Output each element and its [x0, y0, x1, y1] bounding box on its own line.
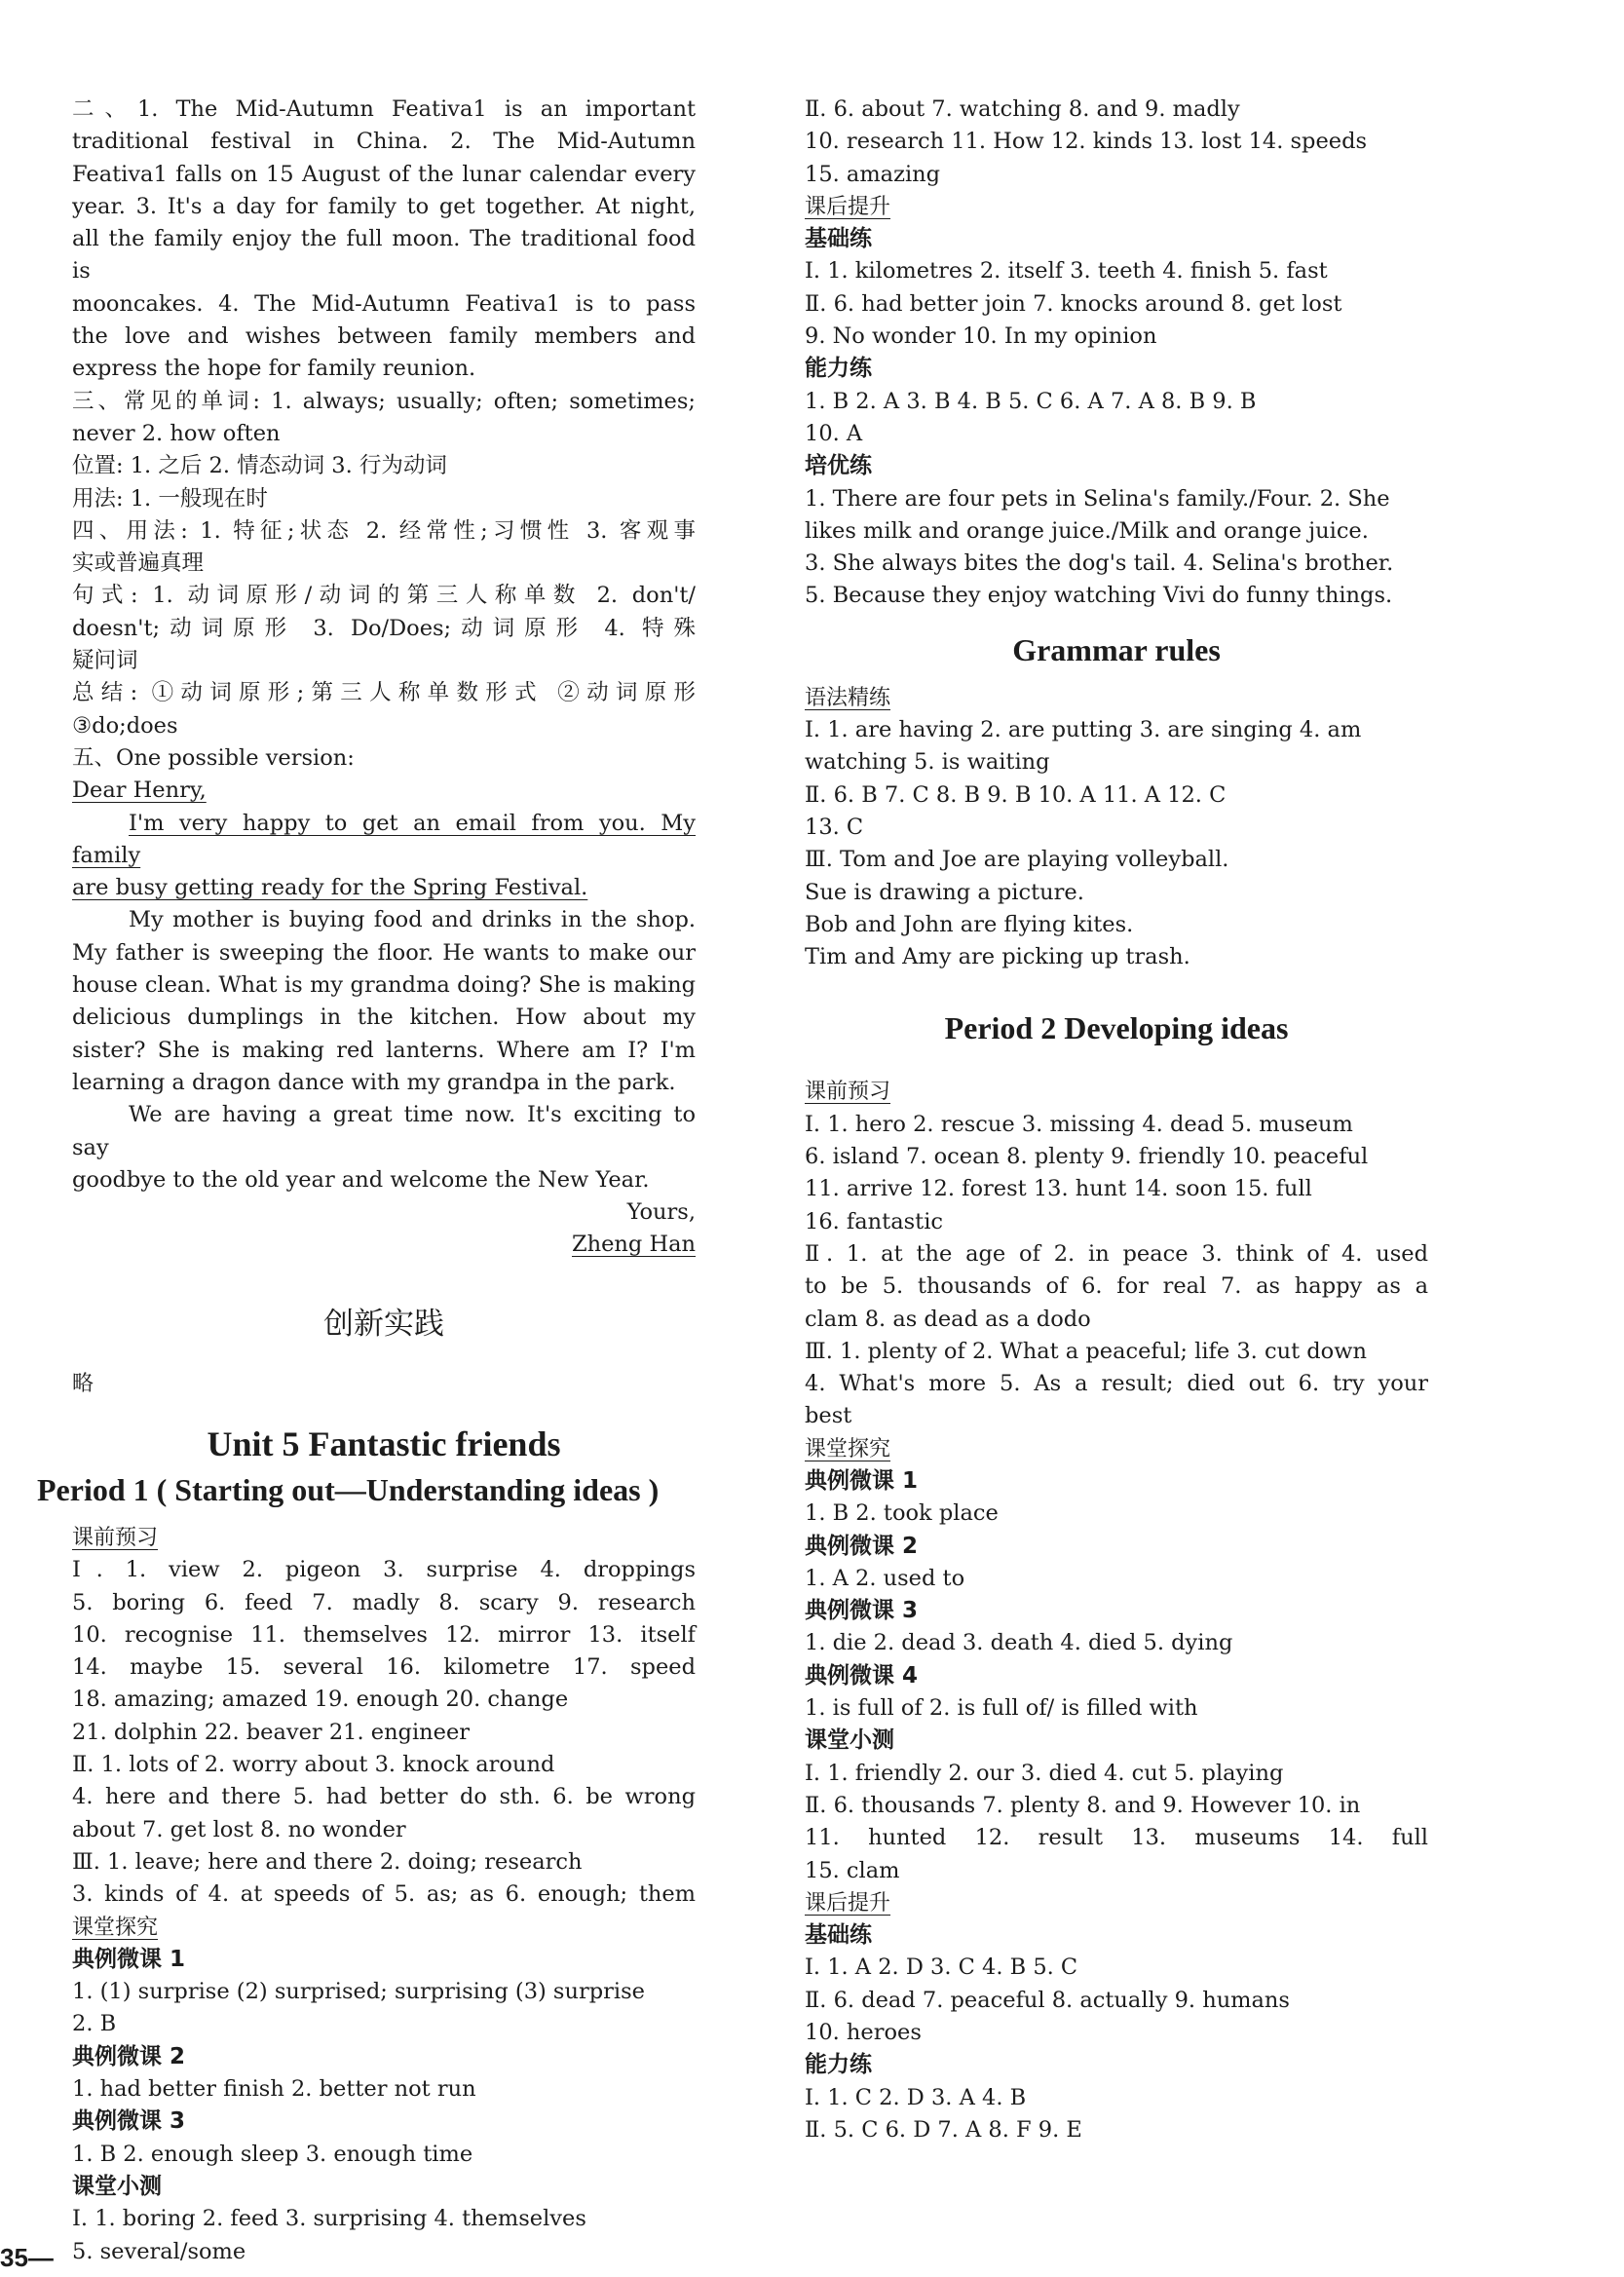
text-line: 用法: 1. 一般现在时 — [72, 485, 268, 512]
text-line: 1. (1) surprise (2) surprised; surprising (3) surprise — [72, 1979, 645, 2005]
text-line: 10. heroes — [805, 2020, 922, 2046]
text-line: 位置: 1. 之后 2. 情态动词 3. 行为动词 — [72, 453, 447, 479]
text-line: mooncakes. 4. The Mid-Autumn Feativa1 is to pass — [72, 290, 696, 317]
example-lesson-4-label: 典例微课 4 — [805, 1662, 919, 1689]
after-class-label: 课后提升 — [805, 194, 891, 219]
text-line: 3. kinds of 4. at speeds of 5. as; as 6. enough; them — [72, 1881, 696, 1908]
text-line: to be 5. thousands of 6. for real 7. as happy as a — [805, 1273, 1428, 1300]
period1-title: Period 1 ( Starting out—Understanding ideas ) — [37, 1471, 660, 1507]
text-line: 总结: ①动词原形;第三人称单数形式 ②动词原形 — [72, 680, 696, 706]
advanced-practice-label: 培优练 — [805, 453, 872, 479]
unit-title: Unit 5 Fantastic friends — [207, 1423, 561, 1463]
pre-class-label: 课前预习 — [72, 1525, 159, 1550]
text-line: Ⅰ. 1. kilometres 2. itself 3. teeth 4. finish 5. fast — [805, 258, 1328, 285]
text-line: Ⅱ. 6. thousands 7. plenty 8. and 9. However 10. in — [805, 1792, 1361, 1818]
ability-practice-label: 能力练 — [805, 2052, 872, 2078]
text-line: Ⅰ. 1. friendly 2. our 3. died 4. cut 5. playing — [805, 1760, 1284, 1786]
text-line: 16. fantastic — [805, 1208, 944, 1234]
text-line: Ⅱ. 6. about 7. watching 8. and 9. madly — [805, 96, 1240, 122]
text-line: Ⅱ. 6. dead 7. peaceful 8. actually 9. humans — [805, 1987, 1290, 2013]
pre-class-label: 课前预习 — [805, 1080, 891, 1105]
letter-line: My father is sweeping the floor. He wants to make our — [72, 939, 696, 966]
class-explore-label: 课堂探究 — [805, 1436, 891, 1461]
text-line: the love and wishes between family members and — [72, 323, 696, 350]
text-line: Ⅰ. 1. boring 2. feed 3. surprising 4. themselves — [72, 2206, 586, 2232]
text-line: 1. B 2. A 3. B 4. B 5. C 6. A 7. A 8. B 9. B — [805, 388, 1257, 414]
basic-practice-label: 基础练 — [805, 226, 872, 252]
text-line: 10. recognise 11. themselves 12. mirror 13. itself — [72, 1621, 696, 1648]
example-lesson-1-label: 典例微课 1 — [805, 1467, 919, 1494]
letter-signature: Zheng Han — [571, 1232, 696, 1258]
text-line: Ⅰ. 1. are having 2. are putting 3. are singing 4. am — [805, 717, 1362, 743]
text-line: Ⅰ. 1. view 2. pigeon 3. surprise 4. droppings — [72, 1557, 696, 1583]
innovation-title: 创新实践 — [323, 1306, 444, 1342]
text-line: traditional festival in China. 2. The Mid-Autumn — [72, 129, 696, 155]
text-line: 5. Because they enjoy watching Vivi do funny things. — [805, 583, 1393, 609]
sample-letter — [72, 775, 696, 1261]
section-2-answers — [72, 94, 696, 386]
class-quiz-label: 课堂小测 — [72, 2173, 162, 2199]
text-line: 11. hunted 12. result 13. museums 14. full — [805, 1825, 1428, 1851]
section-3-5-answers — [72, 386, 696, 776]
text-line: likes milk and orange juice./Milk and orange juice. — [805, 517, 1369, 544]
basic-practice-label: 基础练 — [805, 1922, 872, 1949]
letter-line: sister? She is making red lanterns. Where am I? I'm — [72, 1037, 696, 1063]
text-line: never 2. how often — [72, 420, 281, 446]
letter-line: delicious dumplings in the kitchen. How about my — [72, 1005, 696, 1031]
text-line: 疑问词 — [72, 648, 138, 674]
text-line: 4. What's more 5. As a result; died out 6. try your — [805, 1371, 1428, 1397]
text-line: 三、常见的单词: 1. always; usually; often; sometimes; — [72, 388, 696, 414]
letter-line: house clean. What is my grandma doing? She is making — [72, 972, 696, 999]
text-line: all the family enjoy the full moon. The traditional food is — [72, 226, 696, 285]
text-line: 实或普遍真理 — [72, 550, 205, 577]
text-line: Bob and John are flying kites. — [805, 911, 1134, 937]
letter-line: We are having a great time now. It's exciting to say — [72, 1102, 696, 1160]
text-line: 21. dolphin 22. beaver 21. engineer — [72, 1719, 471, 1745]
example-lesson-2-label: 典例微课 2 — [805, 1533, 919, 1559]
after-class-label: 课后提升 — [805, 1890, 891, 1916]
text-line: 6. island 7. ocean 8. plenty 9. friendly 10. peaceful — [805, 1144, 1369, 1170]
text-line: 五、One possible version: — [72, 744, 355, 771]
letter-line: learning a dragon dance with my grandpa in the park. — [72, 1069, 676, 1095]
text-line: 二、1. The Mid-Autumn Feativa1 is an important — [72, 96, 696, 122]
letter-greeting: Dear Henry, — [72, 778, 207, 804]
text-line: 11. arrive 12. forest 13. hunt 14. soon 15. full — [805, 1176, 1312, 1202]
text-line: doesn't;动词原形 3. Do/Does;动词原形 4. 特殊 — [72, 615, 696, 641]
text-line: 13. C — [805, 814, 864, 840]
text-line: Ⅰ. 1. A 2. D 3. C 4. B 5. C — [805, 1954, 1078, 1981]
text-line: watching 5. is waiting — [805, 749, 1050, 776]
period2-title: Period 2 Developing ideas — [944, 1010, 1289, 1046]
text-line: 9. No wonder 10. In my opinion — [805, 323, 1157, 350]
text-line: 1. B 2. enough sleep 3. enough time — [72, 2141, 473, 2167]
text-line: Ⅲ. 1. leave; here and there 2. doing; research — [72, 1848, 583, 1875]
grammar-practice-label: 语法精练 — [805, 685, 891, 710]
text-line: 14. maybe 15. several 16. kilometre 17. speed — [72, 1654, 696, 1681]
right-column — [805, 94, 1428, 2146]
text-line: best — [805, 1403, 852, 1429]
text-line: Ⅱ. 1. at the age of 2. in peace 3. think of 4. used — [805, 1240, 1428, 1267]
text-line: 5. boring 6. feed 7. madly 8. scary 9. research — [72, 1589, 696, 1615]
text-line: Ⅲ. 1. plenty of 2. What a peaceful; life 3. cut down — [805, 1338, 1367, 1364]
text-line: about 7. get lost 8. no wonder — [72, 1816, 406, 1842]
text-line: 10. A — [805, 420, 863, 446]
text-line: 4. here and there 5. had better do sth. 6. be wrong — [72, 1784, 696, 1810]
text-line: Feativa1 falls on 15 August of the lunar calendar every — [72, 161, 696, 187]
text-line: express the hope for family reunion. — [72, 356, 476, 382]
innovation-text: 略 — [72, 1371, 94, 1396]
text-line: 18. amazing; amazed 19. enough 20. change — [72, 1687, 569, 1713]
letter-closing: Yours, — [626, 1199, 696, 1226]
text-line: Ⅰ. 1. hero 2. rescue 3. missing 4. dead 5. museum — [805, 1111, 1353, 1137]
pre-class-answers — [72, 1554, 696, 1911]
text-line: ③do;does — [72, 712, 178, 739]
text-line: Sue is drawing a picture. — [805, 879, 1084, 905]
letter-underlined-line: are busy getting ready for the Spring Festival. — [72, 875, 588, 901]
example-lesson-3-label: 典例微课 3 — [805, 1598, 919, 1624]
text-line: 1. There are four pets in Selina's family./Four. 2. She — [805, 485, 1390, 512]
text-line: Tim and Amy are picking up trash. — [805, 944, 1190, 970]
text-line: 2. B — [72, 2011, 117, 2037]
example-lesson-2-label: 典例微课 2 — [72, 2043, 186, 2069]
page-number: 35— — [0, 2243, 54, 2272]
text-line: Ⅱ. 6. had better join 7. knocks around 8. get lost — [805, 290, 1342, 317]
text-line: 句式: 1. 动词原形/动词的第三人称单数 2. don't/ — [72, 583, 696, 609]
text-line: Ⅲ. Tom and Joe are playing volleyball. — [805, 847, 1229, 873]
text-line: 3. She always bites the dog's tail. 4. Selina's brother. — [805, 550, 1394, 577]
letter-underlined-line: I'm very happy to get an email from you. My family — [72, 810, 696, 868]
letter-line: goodbye to the old year and welcome the New Year. — [72, 1166, 650, 1193]
text-line: 15. amazing — [805, 161, 941, 187]
text-line: 1. B 2. took place — [805, 1500, 999, 1527]
text-line: Ⅰ. 1. C 2. D 3. A 4. B — [805, 2084, 1027, 2110]
text-line: Ⅱ. 1. lots of 2. worry about 3. knock around — [72, 1752, 555, 1778]
text-line: 四、用法: 1. 特征;状态 2. 经常性;习惯性 3. 客观事 — [72, 517, 696, 544]
text-line: 10. research 11. How 12. kinds 13. lost 14. speeds — [805, 129, 1368, 155]
text-line: Ⅱ. 6. B 7. C 8. B 9. B 10. A 11. A 12. C — [805, 781, 1227, 808]
text-line: 15. clam — [805, 1857, 900, 1883]
left-column — [37, 94, 696, 2268]
text-line: Ⅱ. 5. C 6. D 7. A 8. F 9. E — [805, 2116, 1082, 2143]
text-line: 5. several/some — [72, 2238, 246, 2264]
text-line: 1. had better finish 2. better not run — [72, 2076, 476, 2103]
example-lesson-1-label: 典例微课 1 — [72, 1946, 186, 1972]
text-line: 1. is full of 2. is full of/ is filled with — [805, 1695, 1198, 1722]
ability-practice-label: 能力练 — [805, 356, 872, 382]
text-line: 1. die 2. dead 3. death 4. died 5. dying — [805, 1630, 1233, 1656]
example-lesson-3-label: 典例微课 3 — [72, 2108, 186, 2135]
text-line: year. 3. It's a day for family to get together. At night, — [72, 193, 696, 219]
class-quiz-label: 课堂小测 — [805, 1727, 894, 1754]
text-line: clam 8. as dead as a dodo — [805, 1306, 1091, 1332]
grammar-rules-title: Grammar rules — [1012, 631, 1221, 667]
class-explore-label: 课堂探究 — [72, 1915, 159, 1940]
text-line: 1. A 2. used to — [805, 1565, 965, 1591]
letter-line: My mother is buying food and drinks in the shop. — [129, 907, 696, 933]
